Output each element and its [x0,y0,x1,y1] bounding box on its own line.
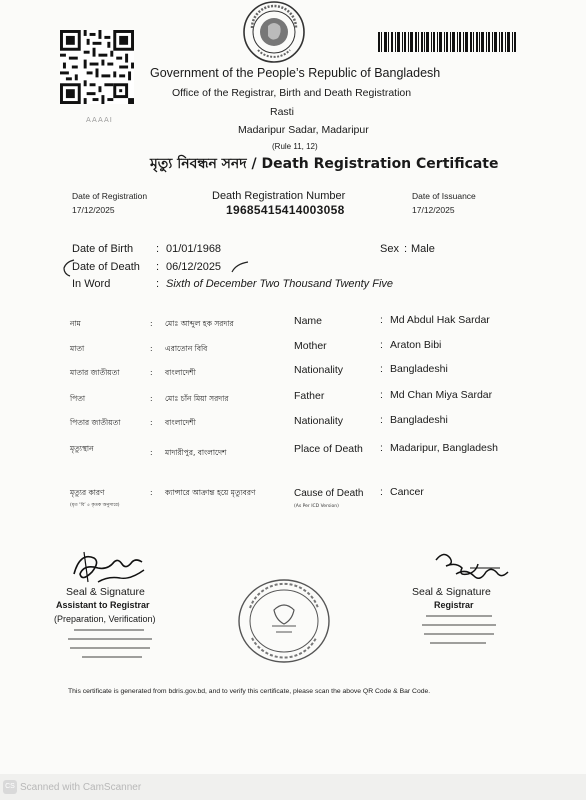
en-label: Mother [294,340,327,352]
in-word-colon: : [156,278,160,290]
pen-mark-icon [56,254,256,280]
en-label: Nationality [294,364,344,376]
cause-colon: : [380,486,383,498]
death-date-value: 06/12/2025 [166,261,222,273]
bn-cause-colon: : [150,488,153,497]
birth-date-value: 01/01/1968 [166,243,222,255]
camscanner-logo-icon: CS [3,780,17,794]
verification-note: This certificate is generated from bdris.gov.bd, and to verify this certificate, please scan the above QR Code & Bar Code. [68,688,431,695]
bn-value: বাংলাদেশী [165,418,196,427]
bn-colon: : [150,368,153,377]
bn-cause-label: মৃত্যুর কারণ [70,488,105,497]
upazila-name: Madaripur Sadar, Madaripur [238,124,369,136]
registration-number-value: 19685415414003058 [226,203,345,217]
en-value: Bangladeshi [390,363,448,375]
union-name: Rasti [270,106,294,118]
en-label: Place of Death [294,443,363,455]
en-colon: : [380,442,383,454]
bn-value: মোঃ চাঁন মিয়া সরদার [165,394,229,403]
cause-note: (As Per ICD Version) [294,504,339,509]
qr-code [60,30,134,104]
office-title: Office of the Registrar, Birth and Death Registration [172,87,412,99]
barcode [378,32,516,52]
bn-value: বাংলাদেশী [165,368,196,377]
right-seal-title: Seal & Signature [412,586,491,598]
en-value: Md Abdul Hak Sardar [390,314,490,326]
sex-value: Male [411,243,435,255]
death-date-colon: : [156,261,160,273]
registrar-stamp-icon [414,612,504,648]
certificate-title: মৃত্যু নিবন্ধন সনদ / Death Registration Certificate [150,156,499,172]
sex-colon: : [404,243,408,255]
left-seal-role: Assistant to Registrar [56,600,150,610]
registration-date-value: 17/12/2025 [72,205,115,215]
right-seal-role: Registrar [434,600,474,610]
bn-colon: : [150,319,153,328]
en-value: Araton Bibi [390,339,442,351]
issuance-date-value: 17/12/2025 [412,205,455,215]
bn-cause-value: ক্যান্সারে আক্রান্ত হয়ে মৃত্যুবরণ [165,488,256,497]
in-word-value: Sixth of December Two Thousand Twenty Five [166,278,394,290]
in-word-label: In Word [72,278,111,290]
bn-colon: : [150,448,153,457]
bn-colon: : [150,418,153,427]
en-value: Madaripur, Bangladesh [390,442,498,454]
en-value: Md Chan Miya Sardar [390,389,493,401]
issuance-date-label: Date of Issuance [412,191,476,201]
death-date-label: Date of Death [72,261,140,273]
bn-label: পিতা [70,394,86,403]
birth-date-label: Date of Birth [72,243,134,255]
en-label: Nationality [294,415,344,427]
left-seal-title: Seal & Signature [66,586,145,598]
birth-date-colon: : [156,243,160,255]
left-seal-subtitle: (Preparation, Verification) [54,614,156,624]
rule-reference: (Rule 11, 12) [272,142,318,151]
bn-colon: : [150,344,153,353]
bn-value: এরাতোন বিবি [165,344,208,353]
government-title: Government of the People’s Republic of Bangladesh [150,66,441,80]
bn-cause-note: (মৃত ‘বি’ ৫ কৃতক অনুসারে) [70,503,120,508]
office-round-stamp-icon [236,578,332,664]
en-value: Bangladeshi [390,414,448,426]
assistant-signature-icon [64,544,160,588]
en-label: Father [294,390,325,402]
bn-label: মাতা [70,344,85,353]
registration-date-label: Date of Registration [72,191,148,201]
scanner-watermark: Scanned with CamScanner [20,782,142,793]
en-colon: : [380,363,383,375]
registrar-signature-icon [430,548,514,586]
qr-caption: AAAAI [86,116,113,124]
en-colon: : [380,339,383,351]
assistant-stamp-icon [60,626,160,666]
en-colon: : [380,389,383,401]
cause-label: Cause of Death [294,488,364,499]
government-seal-icon [242,0,306,64]
sex-label: Sex [380,243,399,255]
bn-colon: : [150,394,153,403]
bn-label: নাম [70,319,81,328]
bn-label: মাতার জাতীয়তা [70,368,120,377]
en-colon: : [380,414,383,426]
en-label: Name [294,315,323,327]
bn-value: মোঃ আব্দুল হক সরদার [165,319,234,328]
en-colon: : [380,314,383,326]
bn-label: মৃত্যুস্থান [70,444,94,453]
bn-value: মাদারীপুর, বাংলাদেশ [165,448,227,457]
bn-label: পিতার জাতীয়তা [70,418,121,427]
cause-value: Cancer [390,486,424,498]
registration-number-label: Death Registration Number [212,190,346,202]
